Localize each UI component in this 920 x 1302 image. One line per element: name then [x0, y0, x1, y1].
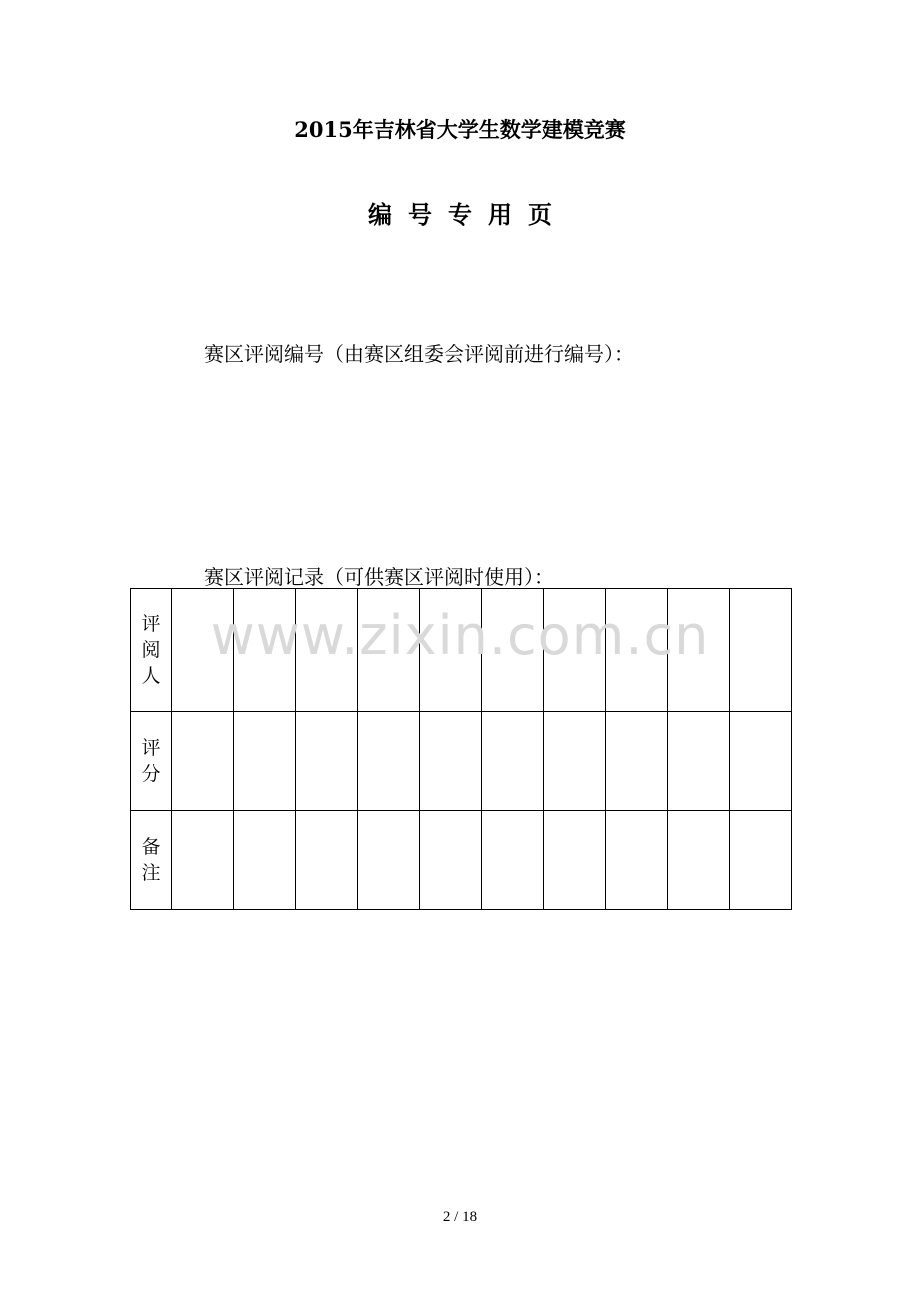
reviewer-cell[interactable]	[296, 589, 358, 712]
score-cell[interactable]	[296, 712, 358, 811]
note-cell[interactable]	[544, 811, 606, 910]
page-heading: 编号专用页	[368, 200, 568, 229]
score-cell[interactable]	[606, 712, 668, 811]
reviewer-cell[interactable]	[234, 589, 296, 712]
score-cell[interactable]	[420, 712, 482, 811]
reviewer-cell[interactable]	[420, 589, 482, 712]
reviewer-cell[interactable]	[668, 589, 730, 712]
score-cell[interactable]	[730, 712, 792, 811]
note-cell[interactable]	[234, 811, 296, 910]
reviewer-cell[interactable]	[358, 589, 420, 712]
table-row-score	[131, 712, 792, 811]
note-cell[interactable]	[358, 811, 420, 910]
reviewer-cell[interactable]	[544, 589, 606, 712]
score-cell[interactable]	[544, 712, 606, 811]
reviewer-cell[interactable]	[606, 589, 668, 712]
score-cell[interactable]	[358, 712, 420, 811]
row-label-cell	[131, 589, 172, 712]
reviewer-cell[interactable]	[482, 589, 544, 712]
score-cell[interactable]	[668, 712, 730, 811]
watermark-text: www.zixin.com.cn	[210, 604, 710, 667]
review-table	[130, 588, 792, 910]
row-label-note: 备注	[141, 836, 161, 884]
note-cell[interactable]	[296, 811, 358, 910]
note-cell[interactable]	[420, 811, 482, 910]
row-label-reviewer: 评阅人	[141, 613, 161, 687]
score-cell[interactable]	[172, 712, 234, 811]
page-number: 2 / 18	[442, 1209, 478, 1225]
note-cell[interactable]	[172, 811, 234, 910]
row-label-cell	[131, 811, 172, 910]
row-label-score: 评分	[141, 737, 161, 785]
score-cell[interactable]	[234, 712, 296, 811]
row-label-cell	[131, 712, 172, 811]
table-row-note	[131, 811, 792, 910]
score-cell[interactable]	[482, 712, 544, 811]
note-cell[interactable]	[482, 811, 544, 910]
note-cell[interactable]	[668, 811, 730, 910]
reviewer-cell[interactable]	[730, 589, 792, 712]
page-title: 2015年吉林省大学生数学建模竞赛	[294, 117, 626, 142]
note-cell[interactable]	[606, 811, 668, 910]
record-label: 赛区评阅记录（可供赛区评阅时使用）：	[204, 565, 554, 589]
table-row-reviewer	[131, 589, 792, 712]
reviewer-cell[interactable]	[172, 589, 234, 712]
numbering-label: 赛区评阅编号（由赛区组委会评阅前进行编号）：	[204, 342, 634, 366]
note-cell[interactable]	[730, 811, 792, 910]
